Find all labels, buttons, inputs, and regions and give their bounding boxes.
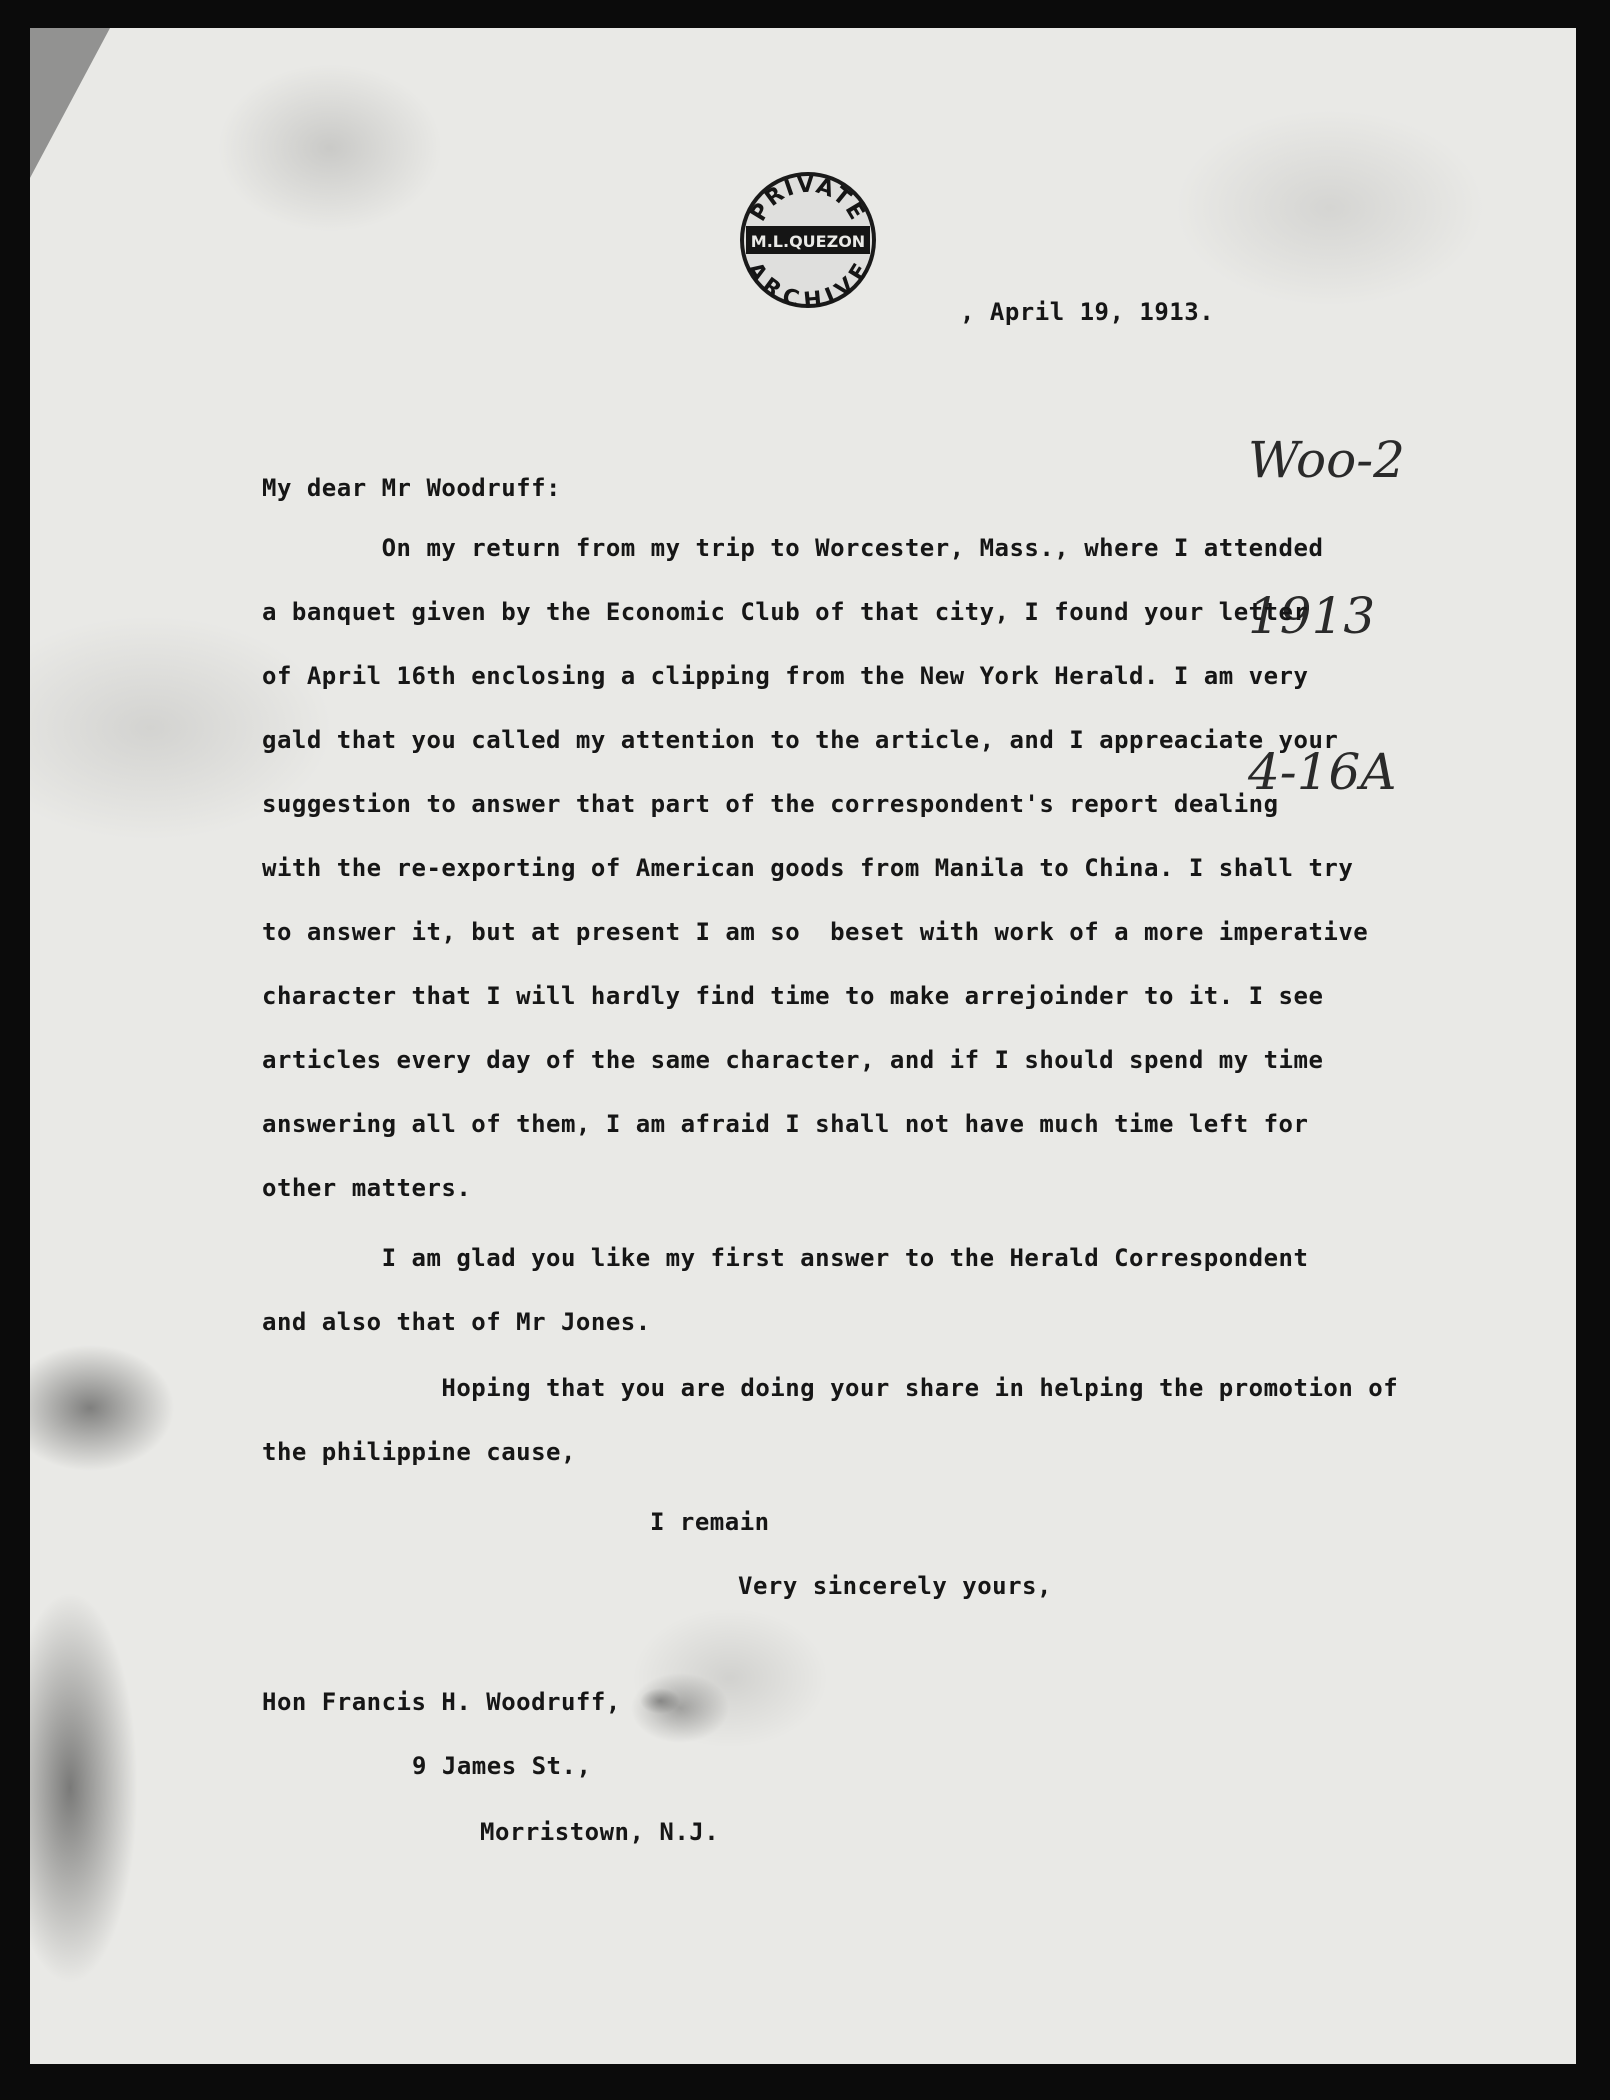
archive-stamp — [738, 170, 878, 310]
body-line: the philippine cause, — [262, 1438, 576, 1466]
stamp-middle-text: M.L.QUEZON — [750, 232, 866, 251]
body-line: of April 16th enclosing a clipping from the New York Herald. I am very — [262, 662, 1309, 690]
body-line: On my return from my trip to Worcester, Mass., where I attended — [262, 534, 1324, 562]
body-line: I am glad you like my first answer to the Herald Correspondent — [262, 1244, 1309, 1272]
body-line: a banquet given by the Economic Club of that city, I found your letter — [262, 598, 1309, 626]
archive-note-line: 1913 — [1248, 587, 1376, 645]
body-line: character that I will hardly find time to make arrejoinder to it. I see — [262, 982, 1324, 1010]
archive-note-line: 4-16A — [1248, 743, 1397, 801]
archive-note-line: Woo-2 — [1248, 431, 1405, 489]
body-line: gald that you called my attention to the article, and I appreaciate your — [262, 726, 1339, 754]
closing-signoff: Very sincerely yours, — [738, 1572, 1052, 1600]
salutation: My dear Mr Woodruff: — [262, 474, 561, 502]
body-line: articles every day of the same character, and if I should spend my time — [262, 1046, 1324, 1074]
body-line: other matters. — [262, 1174, 472, 1202]
ink-smudge — [640, 1688, 680, 1714]
body-line: and also that of Mr Jones. — [262, 1308, 651, 1336]
handwritten-archive-note — [1248, 330, 1405, 850]
stamp-top-text: PRIVATE — [746, 172, 870, 226]
body-line: Hoping that you are doing your share in helping the promotion of — [262, 1374, 1399, 1402]
body-line: to answer it, but at present I am so beset with work of a more imperative — [262, 918, 1369, 946]
letter-date: , April 19, 1913. — [960, 298, 1215, 326]
body-line: suggestion to answer that part of the correspondent's report dealing — [262, 790, 1279, 818]
body-line: answering all of them, I am afraid I shall not have much time left for — [262, 1110, 1309, 1138]
closing-line: I remain — [650, 1508, 770, 1536]
recipient-city: Morristown, N.J. — [480, 1818, 720, 1846]
folded-corner — [30, 28, 110, 178]
recipient-street: 9 James St., — [412, 1752, 592, 1780]
body-line: with the re-exporting of American goods from Manila to China. I shall try — [262, 854, 1354, 882]
stamp-bottom-text: ARCHIVE — [741, 258, 875, 310]
recipient-name: Hon Francis H. Woodruff, — [262, 1688, 621, 1716]
